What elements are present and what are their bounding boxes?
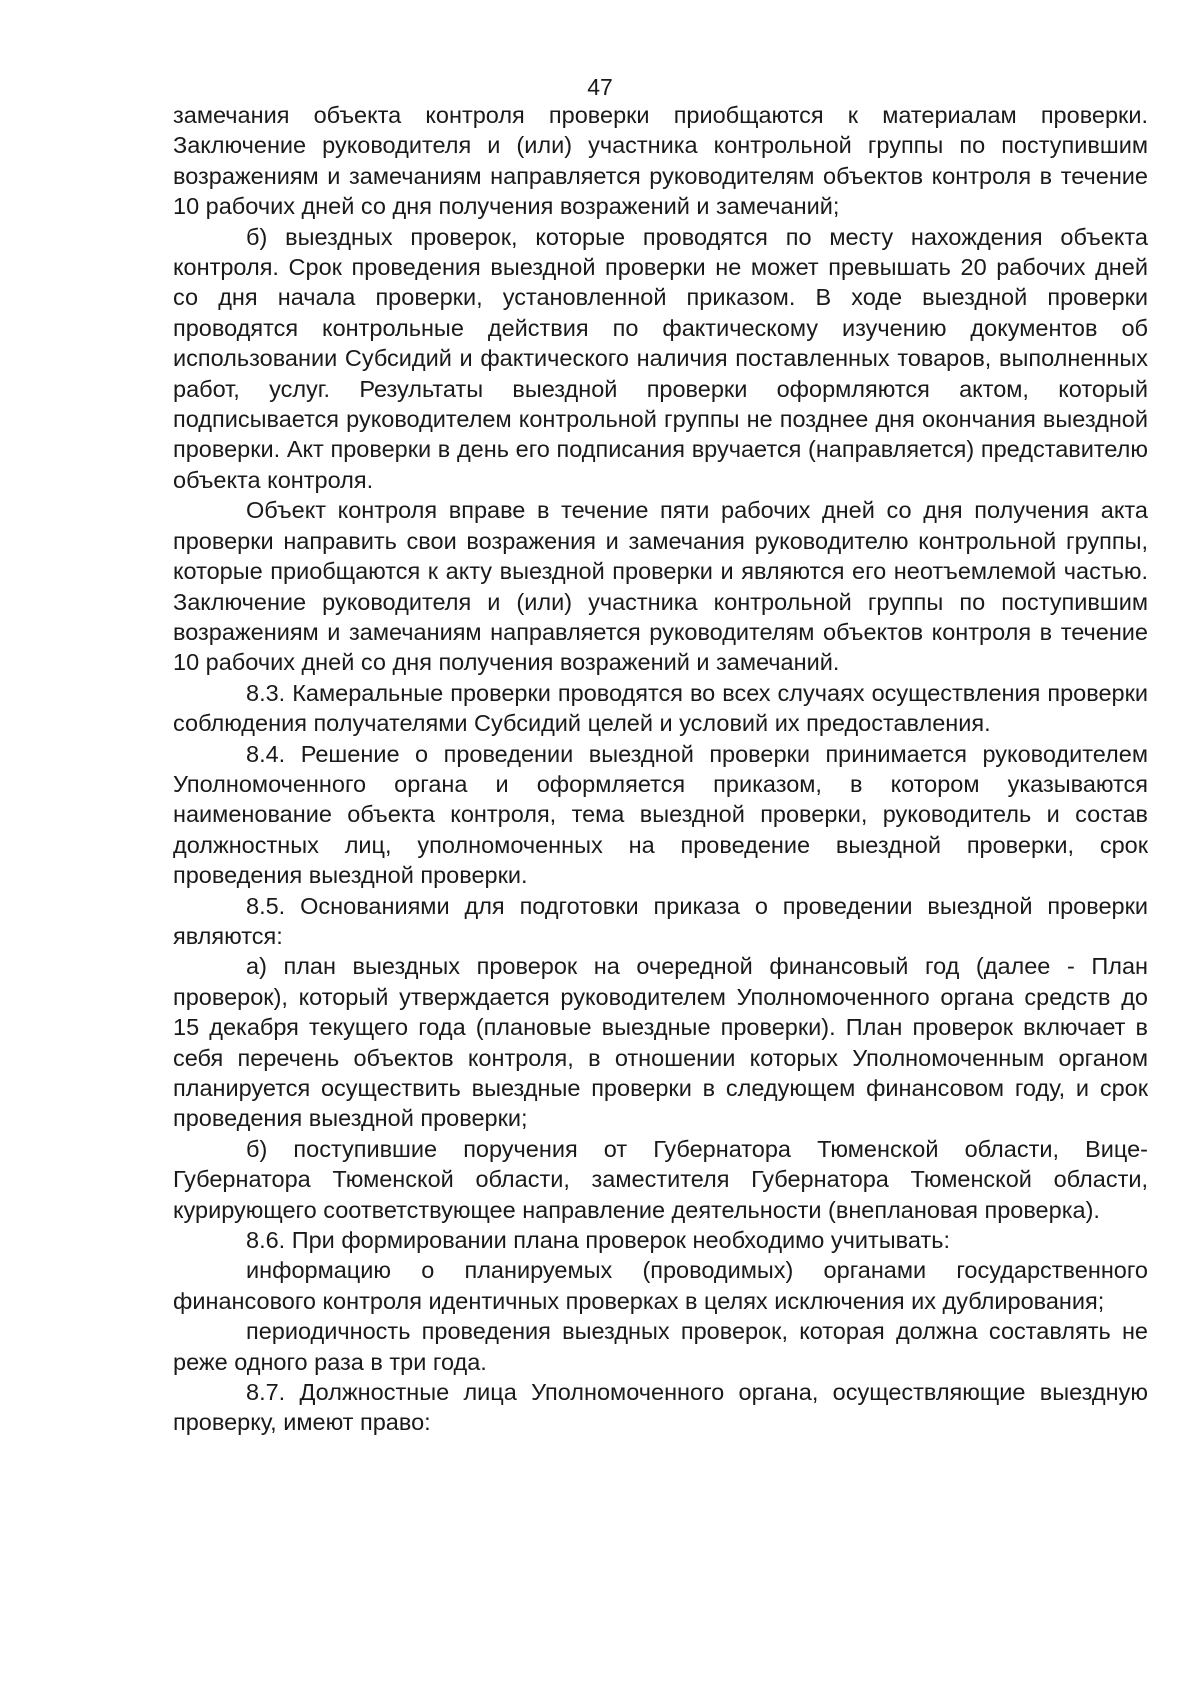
paragraph-continuation: замечания объекта контроля проверки приобщаются к материалам проверки. Заключение руководителя и (или) участника контрольной группы по поступившим возражениям и замечаниям направляется руководителям объектов контроля в течение 10 рабочих дней со дня получения возражений и замечаний;	[173, 102, 1148, 220]
paragraph-objections: Объект контроля вправе в течение пяти рабочих дней со дня получения акта проверки направить свои возражения и замечания руководителю контрольной группы, которые приобщаются к акту выездной проверки и являются его неотъемлемой частью. Заключение руководителя и (или) участника контрольной группы по поступившим возражениям и замечаниям направляется руководителям объектов контроля в течение 10 рабочих дней со дня получения возражений и замечаний.	[173, 497, 1148, 676]
paragraph-8-5-a: а) план выездных проверок на очередной финансовый год (далее - План проверок), который утверждается руководителем Уполномоченного органа средств до 15 декабря текущего года (плановые выездные проверки). План проверок включает в себя перечень объектов контроля, в отношении которых Уполномоченным органом планируется осуществить выездные проверки в следующем финансовом году, и срок проведения выездной проверки;	[173, 953, 1148, 1132]
paragraph-8-6: 8.6. При формировании плана проверок необходимо учитывать:	[246, 1227, 950, 1254]
paragraph-8-6-item-1: информацию о планируемых (проводимых) органами государственного финансового контроля идентичных проверках в целях исключения их дублирования;	[173, 1257, 1148, 1314]
paragraph-8-4: 8.4. Решение о проведении выездной проверки принимается руководителем Уполномоченного органа и оформляется приказом, в котором указываются наименование объекта контроля, тема выездной проверки, руководитель и состав должностных лиц, уполномоченных на проведение выездной проверки, срок проведения выездной проверки.	[173, 740, 1148, 889]
document-body	[173, 100, 1148, 1438]
paragraph-8-5: 8.5. Основаниями для подготовки приказа о проведении выездной проверки являются:	[173, 892, 1148, 949]
paragraph-8-5-b: б) поступившие поручения от Губернатора Тюменской области, Вице-Губернатора Тюменской области, заместителя Губернатора Тюменской области, курирующего соответствующее направление деятельности (внеплановая проверка).	[173, 1135, 1148, 1223]
page-number: 47	[587, 74, 613, 100]
paragraph-8-6-item-2: периодичность проведения выездных проверок, которая должна составлять не реже одного раза в три года.	[173, 1318, 1148, 1375]
paragraph-b-field-inspections: б) выездных проверок, которые проводятся по месту нахождения объекта контроля. Срок проведения выездной проверки не может превышать 20 рабочих дней со дня начала проверки, установленной приказом. В ходе выездной проверки проводятся контрольные действия по фактическому изучению документов об использовании Субсидий и фактического наличия поставленных товаров, выполненных работ, услуг. Результаты выездной проверки оформляются актом, который подписывается руководителем контрольной группы не позднее дня окончания выездной проверки. Акт проверки в день его подписания вручается (направляется) представителю объекта контроля.	[173, 223, 1148, 493]
paragraph-8-7: 8.7. Должностные лица Уполномоченного органа, осуществляющие выездную проверку, имеют право:	[173, 1379, 1148, 1436]
paragraph-8-3: 8.3. Камеральные проверки проводятся во всех случаях осуществления проверки соблюдения получателями Субсидий целей и условий их предоставления.	[173, 679, 1148, 737]
